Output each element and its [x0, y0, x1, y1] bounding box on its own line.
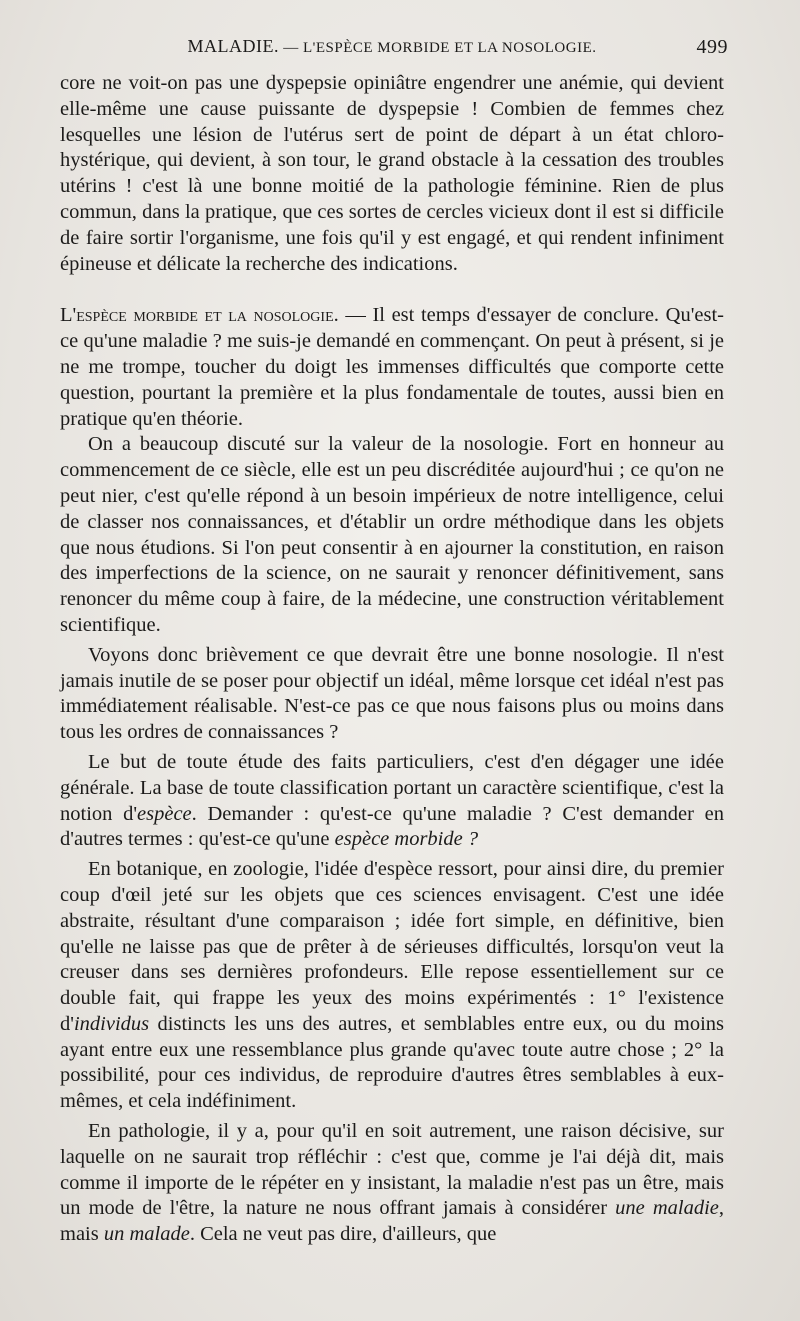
paragraph-text: — Il est temps d'essayer de conclure. Qu'est-ce qu'une maladie ? me suis-je demandé en commençant. On peut à présent, si je ne me trompe, toucher du doigt les immenses difficultés que comporte cette question, pourtant la première et la plus fondamentale de toutes, aussi bien en pratique qu'en théorie. — [60, 304, 724, 430]
paragraph-text: . Demander : qu'est-ce qu'une maladie ? C'est demander en d'autres termes : qu'est-ce qu'une — [60, 802, 724, 851]
section-heading: L'espèce morbide et la nosologie. — [60, 304, 339, 327]
paragraph: Voyons donc brièvement ce que devrait être une bonne nosologie. Il n'est jamais inutile de se poser pour objectif un idéal, même lorsque cet idéal n'est pas immédiatement réalisable. N'est-ce pas ce que nous faisons plus ou moins dans tous les ordres de connaissances ? — [60, 643, 724, 744]
paragraph — [60, 750, 724, 853]
paragraph-text: . Cela ne veut pas dire, d'ailleurs, que — [189, 1223, 497, 1246]
emphasis: une maladie — [615, 1197, 719, 1220]
running-title — [60, 36, 724, 57]
paragraph — [60, 857, 724, 1115]
paragraph: On a beaucoup discuté sur la valeur de la nosologie. Fort en honneur au commencement de ce siècle, elle est un peu discréditée aujourd'hui ; ce qu'on ne peut nier, c'est qu'elle répond à un besoin impérieux de notre intelligence, celui de classer nos connaissances, et d'établir un ordre méthodique dans les objets que nous étudions. Si l'on peut consentir à en ajourner la constitution, en raison des imperfections de la science, on ne saurait y renoncer définitivement, sans renoncer du même coup à faire, de la médecine, une construction véritablement scientifique. — [60, 433, 724, 636]
page-number: 499 — [696, 36, 728, 58]
running-header — [60, 36, 728, 62]
running-title-rest: — L'ESPÈCE MORBIDE ET LA NOSOLOGIE. — [278, 40, 597, 56]
body-text — [60, 71, 724, 1248]
paragraph-text: Le but de toute étude des faits particuliers, c'est d'en dégager une idée générale. La base de toute classification portant un caractère scientifique, c'est la notion d' — [60, 750, 724, 825]
paragraph-continued: core ne voit-on pas une dyspepsie opiniâtre engendrer une anémie, qui devient elle-même une cause puissante de dyspepsie ! Combien de femmes chez lesquelles une lésion de l'utérus sert de point de départ à un état chloro-hystérique, qui devient, à son tour, le grand obstacle à la cessation des troubles utérins ! c'est là une bonne moitié de la pathologie féminine. Rien de plus commun, dans la pratique, que ces sortes de cercles vicieux dont il est si difficile de faire sortir l'organisme, une fois qu'il y est engagé, et qui rendent infiniment épineuse et délicate la recherche des indications. — [60, 72, 724, 275]
emphasis: espèce morbide ? — [334, 828, 479, 851]
paragraph-text: En pathologie, il y a, pour qu'il en soit autrement, une raison décisive, sur laquelle on ne saurait trop réfléchir : c'est que, comme je l'ai déjà dit, mais comme il importe de le répéter en y insistant, la maladie n'est pas un être, mais un mode de l'être, la nature ne nous offrant jamais à considérer — [60, 1120, 724, 1220]
emphasis: un malade — [103, 1223, 190, 1246]
paragraph — [60, 1119, 724, 1248]
running-title-main: MALADIE. — [187, 36, 279, 56]
emphasis: individus — [73, 1012, 150, 1035]
paragraph-text: , mais — [60, 1197, 724, 1246]
paragraph-text: distincts les uns des autres, et semblables entre eux, ou du moins ayant entre eux une ressemblance plus grande qu'avec toute autre chose ; 2° la possibilité, pour ces individus, de reproduire d'autres êtres semblables à eux-mêmes, et cela indéfiniment. — [60, 1012, 724, 1113]
emphasis: espèce — [137, 802, 192, 825]
paragraph-text: En botanique, en zoologie, l'idée d'espèce ressort, pour ainsi dire, du premier coup d'œil jeté sur les objets que ces sciences envisagent. C'est une idée abstraite, résultant d'une comparaison ; idée fort simple, en définitive, bien qu'elle ne laisse pas que de prêter à de sérieuses difficultés, lorsqu'on veut la creuser dans ses dernières profondeurs. Elle repose essentiellement sur ce double fait, qui frappe les yeux des moins expérimentés : 1° l'existence d' — [60, 858, 724, 1035]
paragraph-section-start — [60, 303, 724, 432]
